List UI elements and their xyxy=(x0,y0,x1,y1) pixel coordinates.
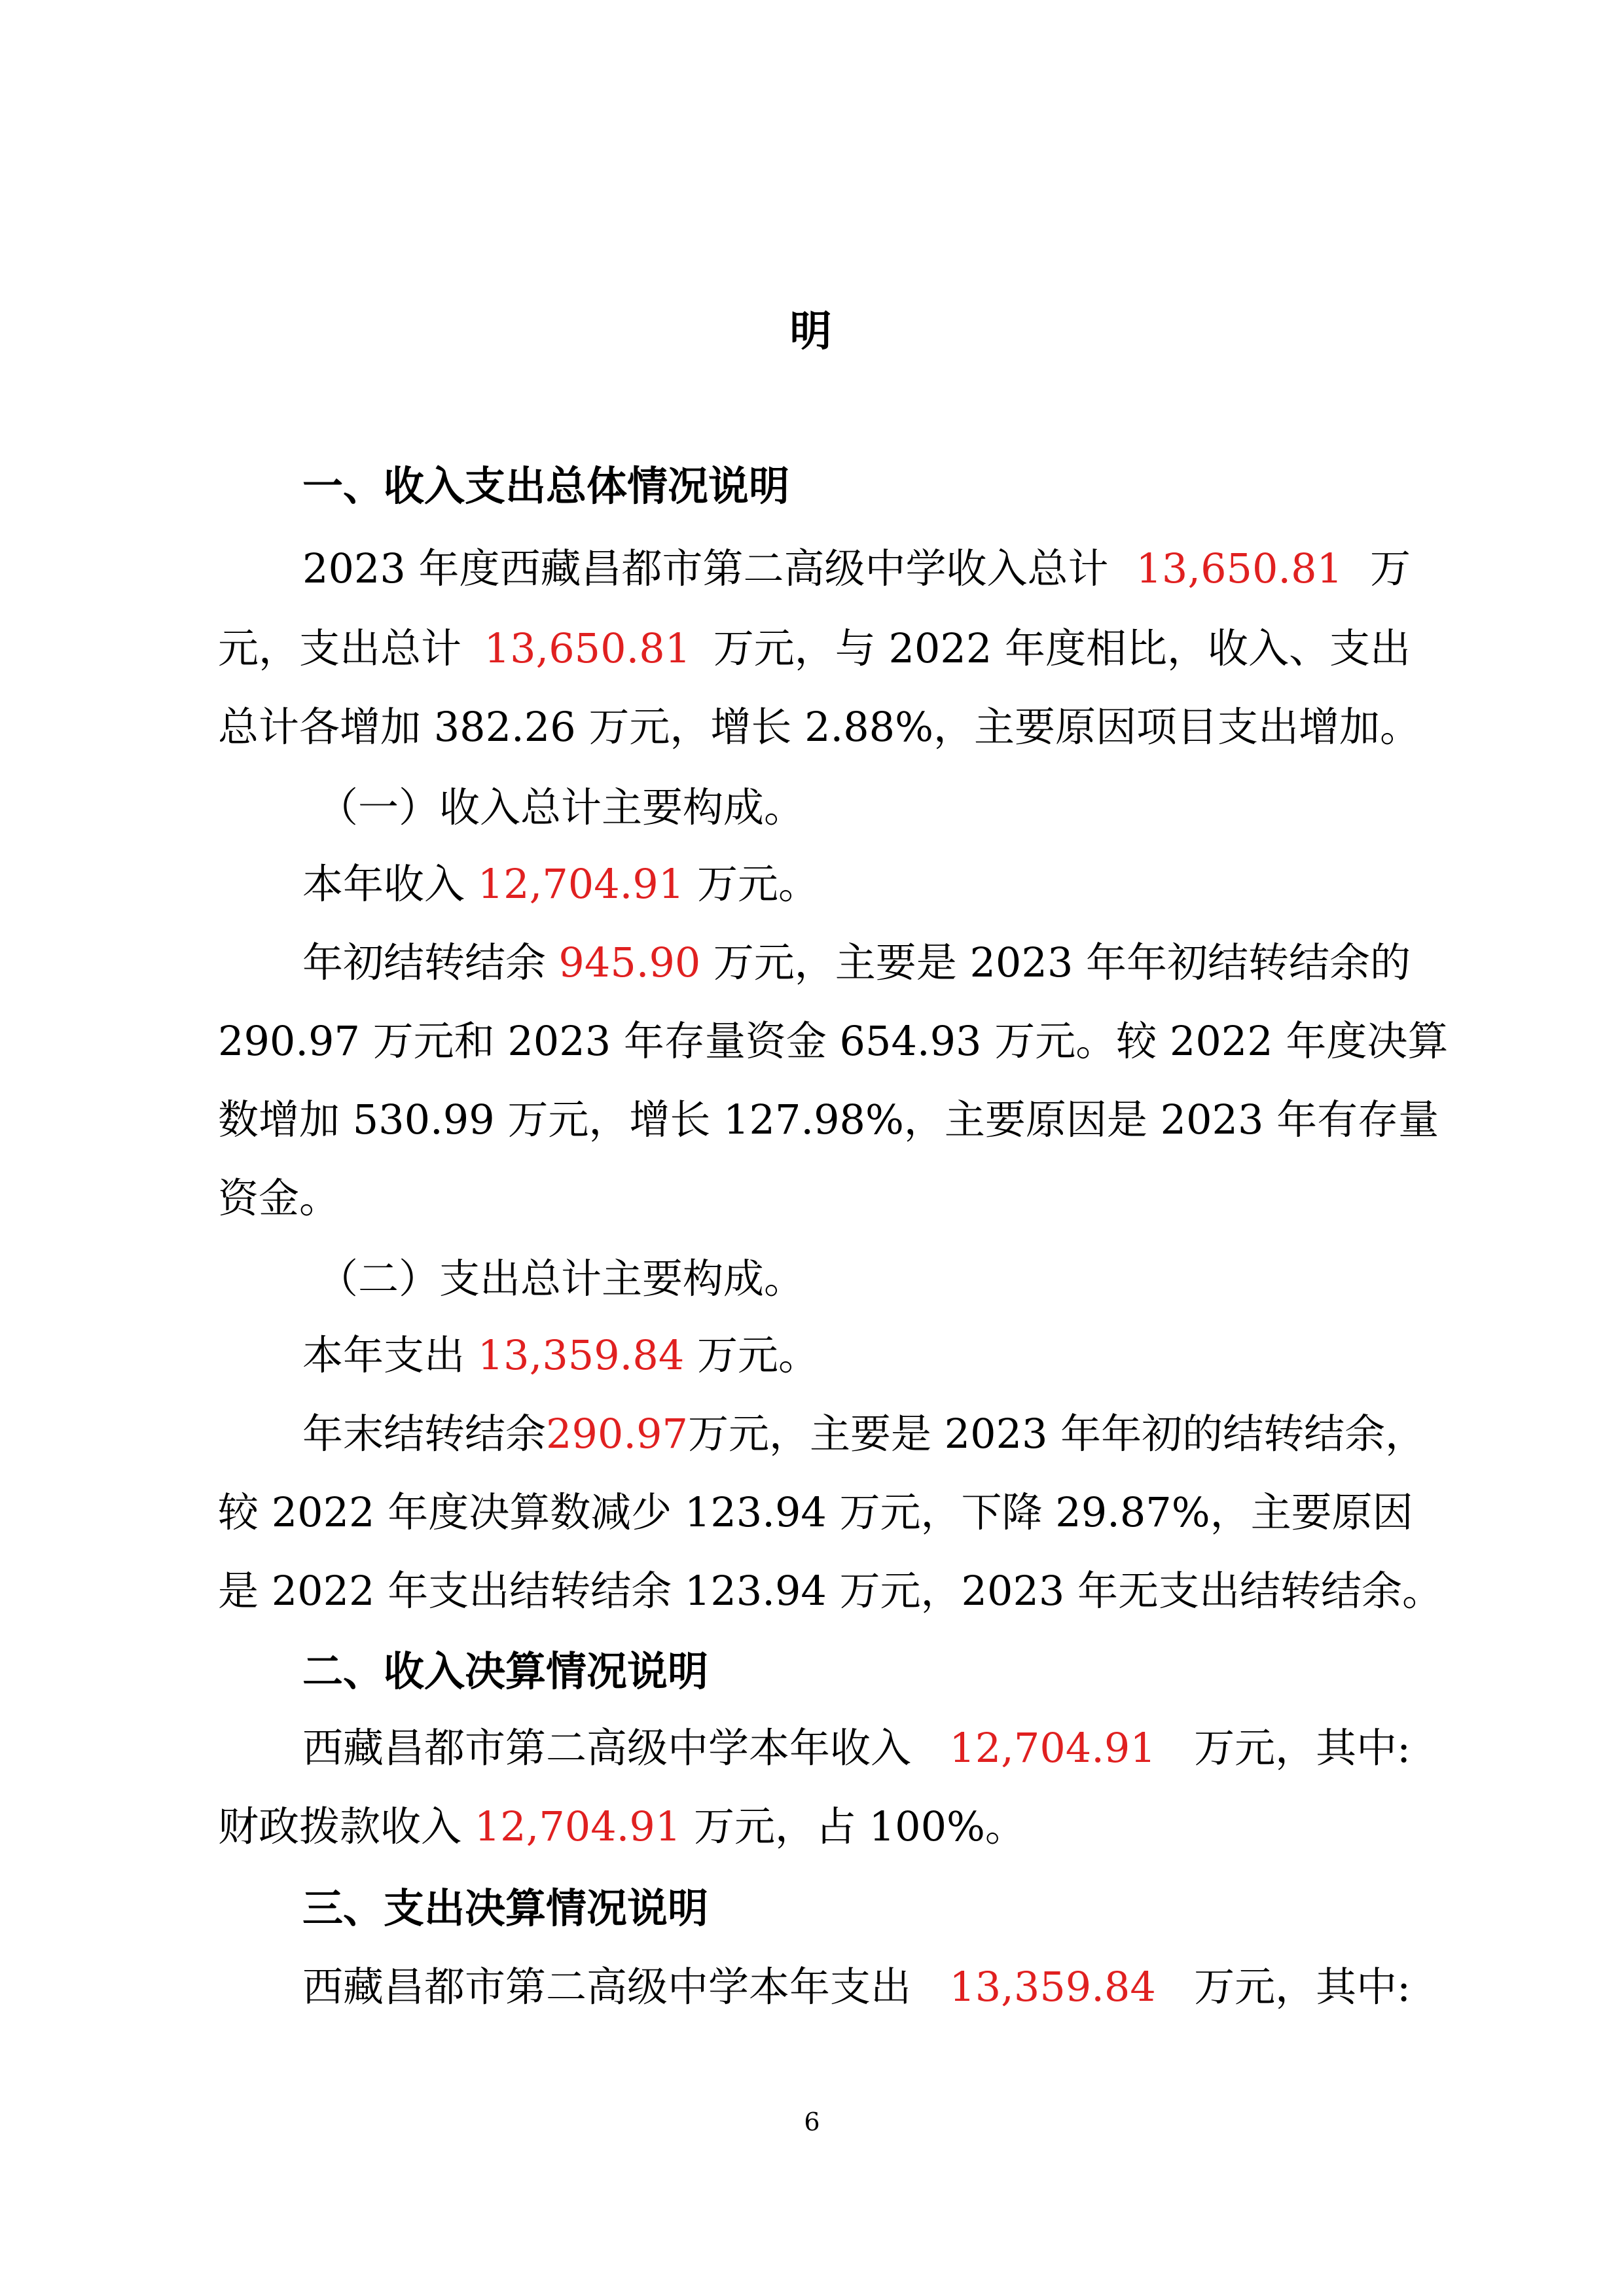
paragraph-line: 是 2022 年支出结转结余 123.94 万元，2023 年无支出结转结余。 xyxy=(218,1567,1443,1615)
paragraph-line xyxy=(302,1724,1411,1772)
page-number: 6 xyxy=(804,2108,820,2136)
text-span: 万 xyxy=(1369,545,1411,592)
highlighted-value: 12,704.91 xyxy=(474,1803,681,1850)
paragraph-line xyxy=(302,939,1411,986)
text-span: 本年收入 xyxy=(302,860,478,908)
text-span: 万元，主要是 2023 年年初结转结余的 xyxy=(713,939,1411,986)
subsection-2-heading: （二）支出总计主要构成。 xyxy=(317,1255,805,1302)
highlighted-value: 13,359.84 xyxy=(477,1331,685,1379)
text-span: 元，支出总计 xyxy=(218,624,462,672)
text-span: 本年支出 xyxy=(302,1331,478,1379)
highlighted-value: 945.90 xyxy=(558,939,701,986)
paragraph-line xyxy=(302,545,1411,592)
text-span: 财政拨款收入 xyxy=(218,1803,475,1850)
highlighted-value: 12,704.91 xyxy=(477,860,685,908)
text-span: 万元，其中: xyxy=(1194,1963,1411,2011)
text-span: 西藏昌都市第二高级中学本年支出 xyxy=(302,1963,912,2011)
paragraph-line: 总计各增加 382.26 万元，增长 2.88%，主要原因项目支出增加。 xyxy=(218,703,1421,751)
text-span: 2023 年度西藏昌都市第二高级中学收入总计 xyxy=(302,545,1109,592)
paragraph-line: 较 2022 年度决算数减少 123.94 万元，下降 29.87%，主要原因 xyxy=(218,1488,1413,1536)
highlighted-value: 13,359.84 xyxy=(949,1963,1156,2011)
text-span: 年末结转结余 xyxy=(302,1410,547,1458)
paragraph-line xyxy=(302,1410,1426,1458)
paragraph-line: 资金。 xyxy=(218,1174,340,1222)
text-span: 万元。 xyxy=(684,860,819,908)
paragraph-line: 数增加 530.99 万元，增长 127.98%，主要原因是 2023 年有存量 xyxy=(218,1096,1439,1143)
text-span: 年初结转结余 xyxy=(302,939,547,986)
highlighted-value: 290.97 xyxy=(546,1410,688,1458)
text-span: 万元，占 100%。 xyxy=(681,1803,1026,1850)
section-2-heading: 二、收入决算情况说明 xyxy=(302,1647,709,1695)
page-title: 明 xyxy=(789,308,835,356)
text-span: 万元，与 2022 年度相比，收入、支出 xyxy=(713,624,1411,672)
paragraph-line xyxy=(302,1963,1411,2011)
text-span: 万元，主要是 2023 年年初的结转结余， xyxy=(687,1410,1426,1458)
text-span: 西藏昌都市第二高级中学本年收入 xyxy=(302,1724,912,1772)
paragraph-line xyxy=(218,624,1411,672)
highlighted-value: 13,650.81 xyxy=(1136,545,1343,592)
text-span: 万元。 xyxy=(684,1331,819,1379)
text-span: 万元，其中: xyxy=(1194,1724,1411,1772)
paragraph-line xyxy=(218,1803,1411,1850)
section-1-heading: 一、收入支出总体情况说明 xyxy=(302,462,790,510)
paragraph-line xyxy=(302,1331,1411,1379)
subsection-1-heading: （一）收入总计主要构成。 xyxy=(317,783,805,831)
section-3-heading: 三、支出决算情况说明 xyxy=(302,1884,709,1932)
paragraph-line xyxy=(302,860,1411,908)
highlighted-value: 12,704.91 xyxy=(949,1724,1156,1772)
paragraph-line: 290.97 万元和 2023 年存量资金 654.93 万元。较 2022 年度决算 xyxy=(218,1017,1449,1065)
highlighted-value: 13,650.81 xyxy=(484,624,691,672)
